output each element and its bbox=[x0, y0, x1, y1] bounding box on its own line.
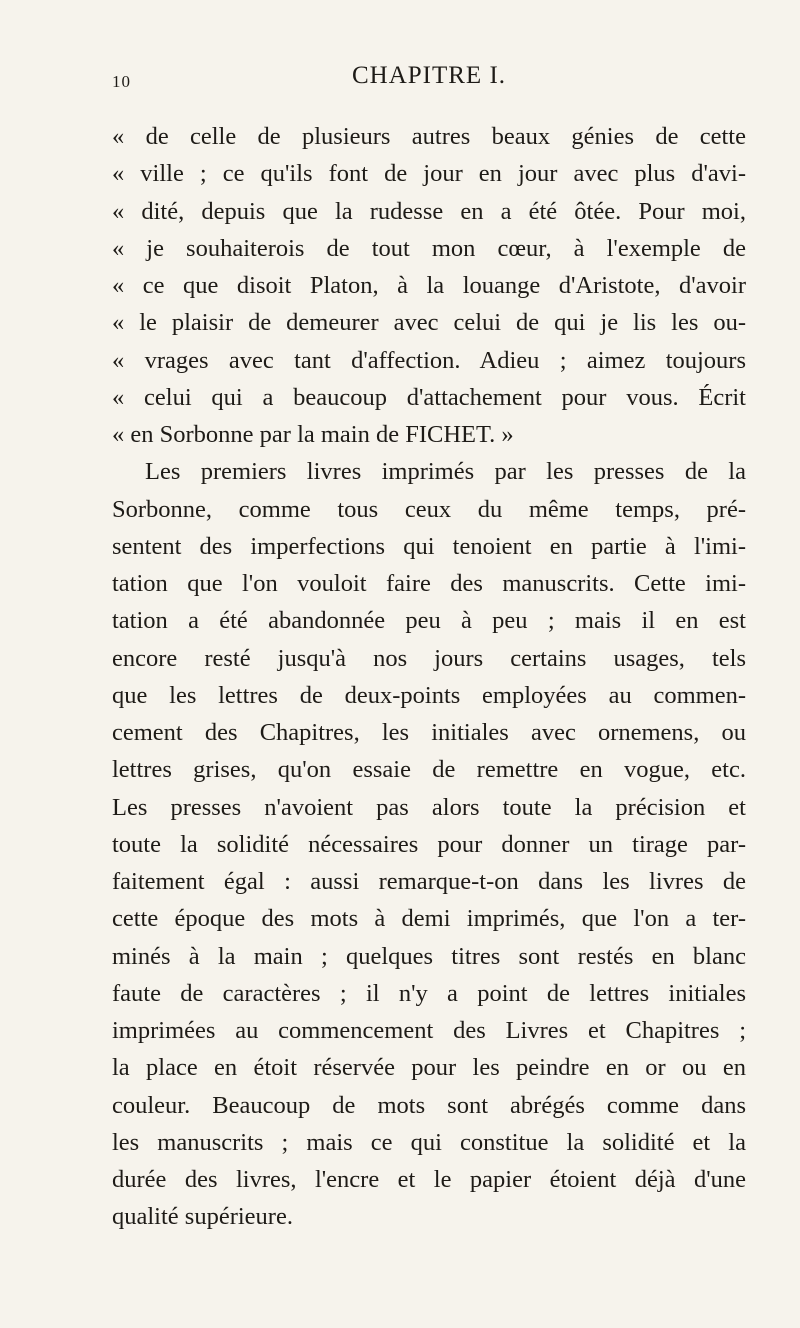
text-line: sentent des imperfections qui tenoient en partie à l'imi- bbox=[112, 532, 746, 560]
text-line: tation a été abandonnée peu à peu ; mais il en est bbox=[112, 607, 746, 635]
text-line: « le plaisir de demeurer avec celui de qui je lis les ou- bbox=[112, 309, 746, 337]
text-line: durée des livres, l'encre et le papier étoient déjà d'une bbox=[112, 1166, 746, 1193]
text-line: cette époque des mots à demi imprimés, que l'on a ter- bbox=[112, 905, 746, 933]
text-line: imprimées au commencement des Livres et Chapitres ; bbox=[112, 1017, 746, 1044]
text-line: « vrages avec tant d'affection. Adieu ; aimez toujours bbox=[112, 346, 746, 374]
text-line: lettres grises, qu'on essaie de remettre en vogue, etc. bbox=[112, 756, 746, 784]
text-line: faitement égal : aussi remarque-t-on dans les livres de bbox=[112, 868, 746, 895]
text-line: minés à la main ; quelques titres sont restés en blanc bbox=[112, 942, 746, 970]
text-line: que les lettres de deux-points employées au commen- bbox=[112, 681, 746, 709]
running-head bbox=[112, 62, 746, 102]
text-line: « je souhaiterois de tout mon cœur, à l'exemple de bbox=[112, 234, 746, 262]
text-line: « ce que disoit Platon, à la louange d'Aristote, d'avoir bbox=[112, 272, 746, 299]
text-line: les manuscrits ; mais ce qui constitue la solidité et la bbox=[112, 1128, 746, 1156]
text-line: « celui qui a beaucoup d'attachement pour vous. Écrit bbox=[112, 383, 746, 411]
text-line: qualité supérieure. bbox=[112, 1203, 293, 1231]
text-line: Les presses n'avoient pas alors toute la précision et bbox=[112, 793, 746, 821]
page-number: 10 bbox=[112, 72, 131, 91]
body-text bbox=[112, 118, 746, 1236]
text-line: tation que l'on vouloit faire des manuscrits. Cette imi- bbox=[112, 570, 746, 597]
text-line: « en Sorbonne par la main de FICHET. » bbox=[112, 421, 514, 448]
text-line: couleur. Beaucoup de mots sont abrégés comme dans bbox=[112, 1091, 746, 1119]
text-line: Les premiers livres imprimés par les presses de la bbox=[145, 458, 746, 486]
text-line: « de celle de plusieurs autres beaux génies de cette bbox=[112, 123, 746, 150]
text-line: la place en étoit réservée pour les peindre en or ou en bbox=[112, 1054, 746, 1082]
text-line: « ville ; ce qu'ils font de jour en jour avec plus d'avi- bbox=[112, 160, 746, 188]
text-line: toute la solidité nécessaires pour donner un tirage par- bbox=[112, 830, 746, 858]
text-line: faute de caractères ; il n'y a point de lettres initiales bbox=[112, 979, 746, 1007]
text-line: « dité, depuis que la rudesse en a été ôtée. Pour moi, bbox=[112, 197, 746, 225]
text-line: cement des Chapitres, les initiales avec ornemens, ou bbox=[112, 719, 746, 746]
text-line: encore resté jusqu'à nos jours certains usages, tels bbox=[112, 644, 746, 672]
text-line: Sorbonne, comme tous ceux du même temps, pré- bbox=[112, 495, 746, 523]
chapter-title: CHAPITRE I. bbox=[351, 62, 507, 89]
